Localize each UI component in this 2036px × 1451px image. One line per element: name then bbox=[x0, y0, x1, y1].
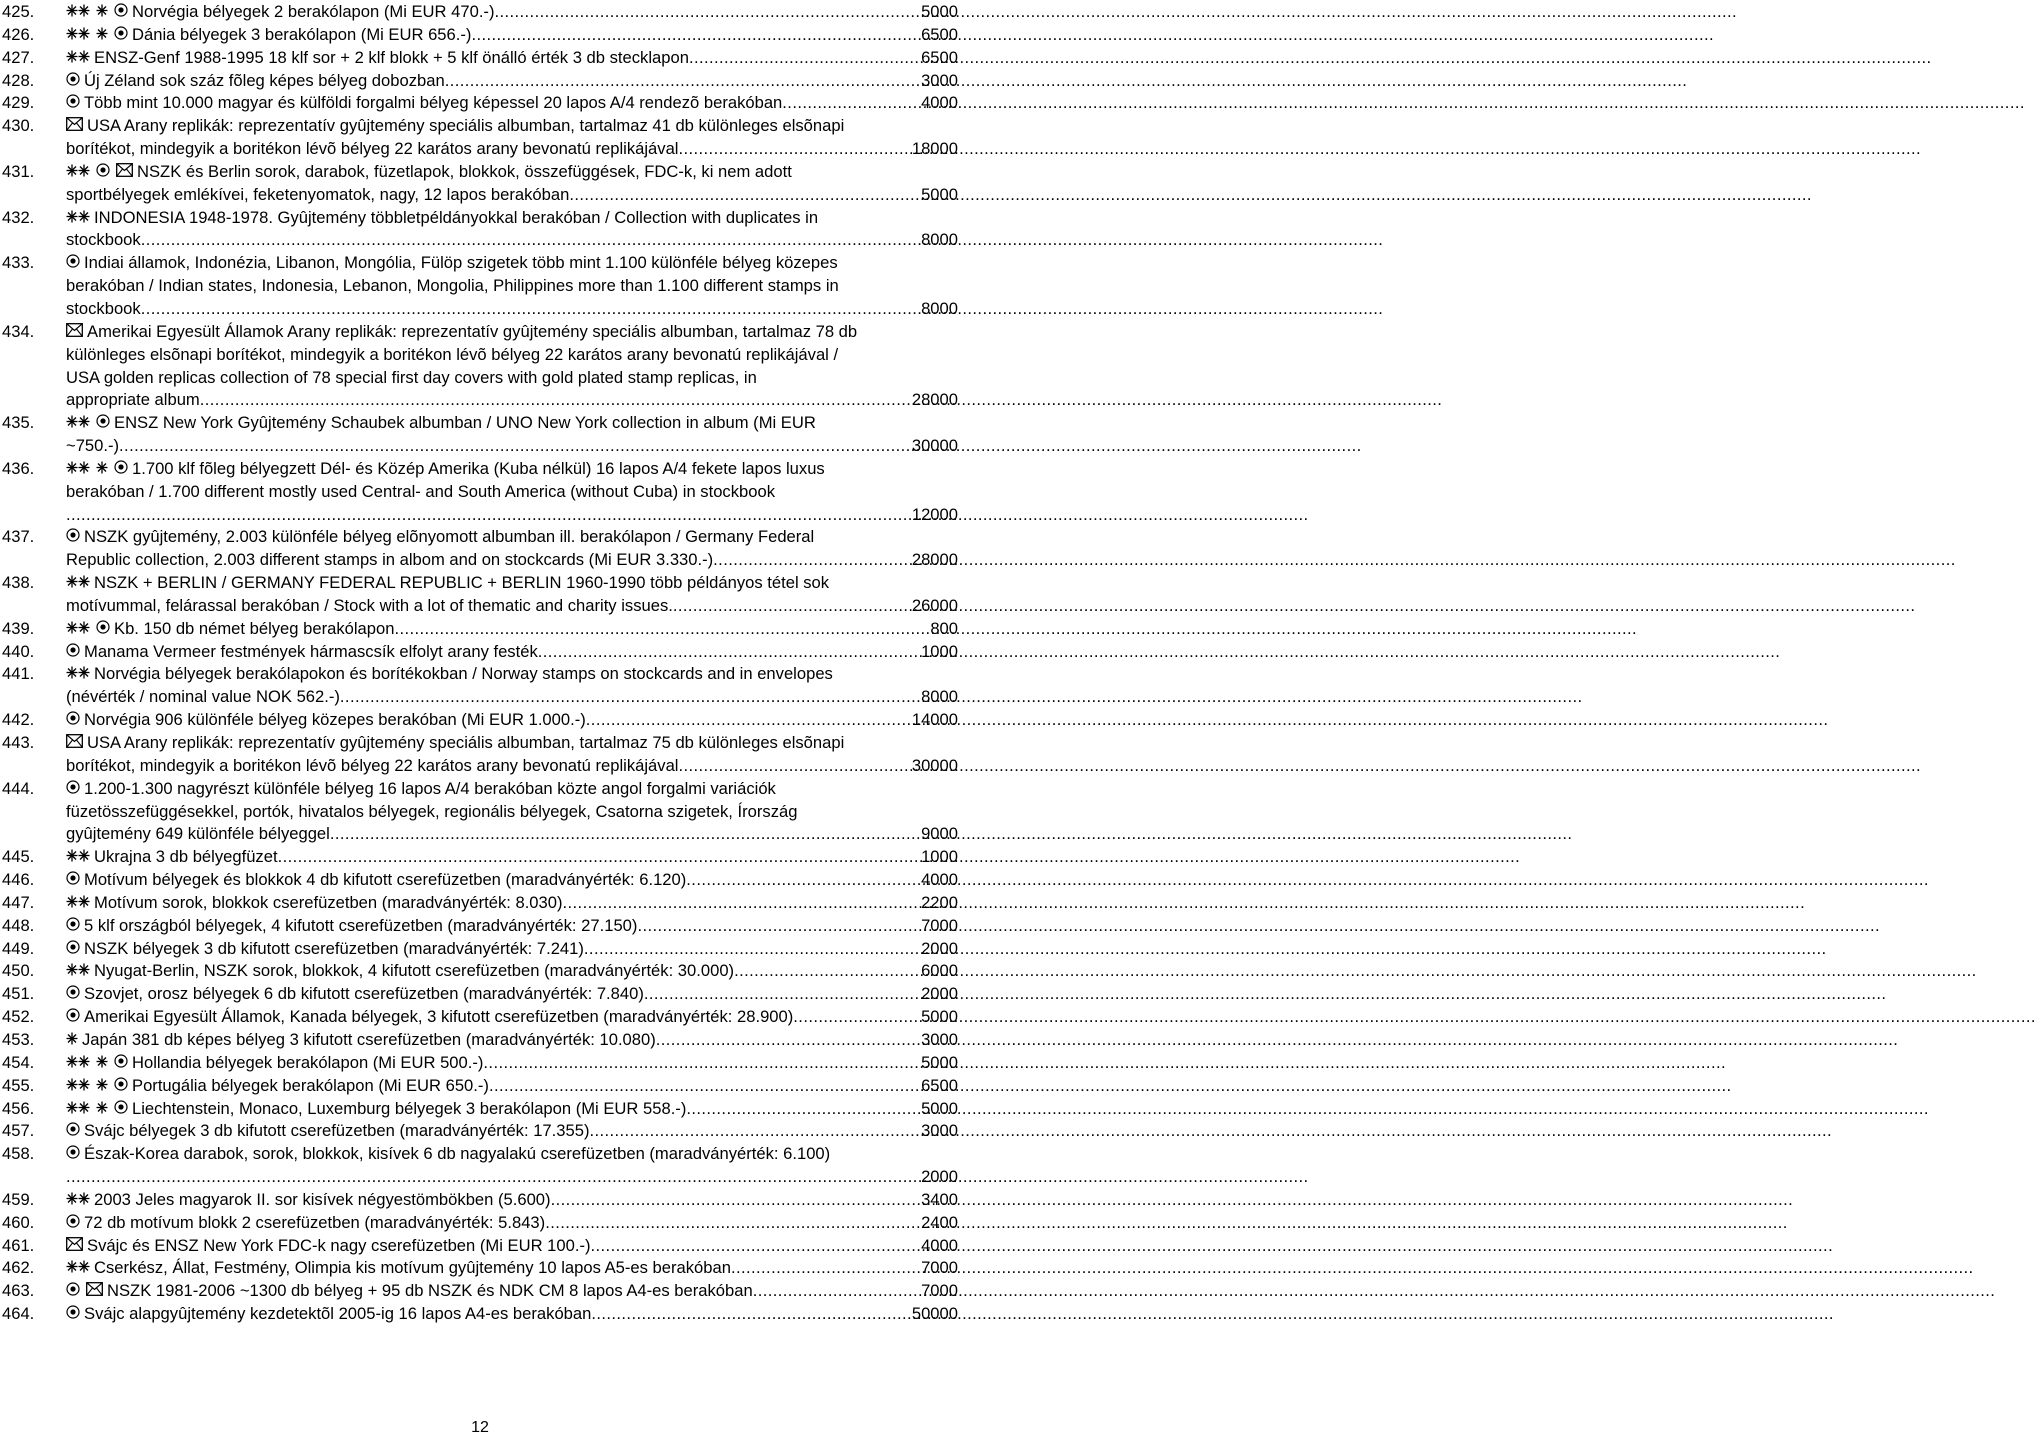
dot-leader bbox=[734, 960, 921, 983]
lot-description: Republic collection, 2.003 different stamps in albom and on stockcards (Mi EUR 3.330.-) bbox=[66, 550, 714, 570]
lot-entry bbox=[0, 915, 960, 938]
lot-entry bbox=[0, 1189, 960, 1212]
lot-number: 450. bbox=[2, 961, 35, 981]
hinged-icon bbox=[96, 1101, 108, 1114]
lot-number: 440. bbox=[2, 641, 35, 661]
lot-number: 452. bbox=[2, 1007, 35, 1027]
lot-description: sportbélyegek emlékívei, feketenyomatok, nagy, 12 lapos berakóban bbox=[66, 184, 570, 204]
lot-description: USA Arany replikák: reprezentatív gyûjtemény speciális albumban, tartalmaz 41 db különleges elsõnapi bbox=[87, 116, 845, 136]
lot-description: ENSZ-Genf 1988-1995 18 klf sor + 2 klf blokk + 5 klf önálló érték 3 db stecklapon bbox=[94, 47, 689, 67]
lot-description: Motívum sorok, blokkok cserefüzetben (maradványérték: 8.030) bbox=[94, 892, 563, 912]
dot-leader bbox=[545, 1212, 921, 1235]
lot-description: Norvégia 906 különféle bélyeg közepes berakóban (Mi EUR 1.000.-) bbox=[84, 710, 586, 730]
lot-entry bbox=[0, 778, 960, 847]
starting-price: 6500 bbox=[921, 24, 958, 44]
lot-entry bbox=[0, 207, 960, 253]
starting-price: 1000 bbox=[921, 847, 958, 867]
lot-entry bbox=[0, 618, 960, 641]
lot-description: USA Arany replikák: reprezentatív gyûjtemény speciális albumban, tartalmaz 75 db különleges elsõnapi bbox=[87, 733, 845, 752]
lot-number: 425. bbox=[2, 2, 35, 21]
starting-price: 2000 bbox=[921, 938, 958, 958]
starting-price: 8000 bbox=[921, 298, 958, 318]
lot-number: 439. bbox=[2, 618, 35, 638]
mint-icon bbox=[66, 164, 90, 177]
lot-entry bbox=[0, 1052, 960, 1075]
mint-icon bbox=[66, 210, 90, 223]
lot-description: NSZK és Berlin sorok, darabok, füzetlapok, blokkok, összefüggések, FDC-k, ki nem adott bbox=[137, 161, 792, 181]
starting-price: 4000 bbox=[921, 93, 958, 113]
lot-description: Hollandia bélyegek berakólapon (Mi EUR 500.-) bbox=[132, 1052, 484, 1072]
mint-icon bbox=[66, 50, 90, 63]
lot-entry bbox=[0, 1257, 960, 1280]
used-icon bbox=[66, 643, 80, 657]
lot-description: borítékot, mindegyik a boritékon lévõ bélyeg 22 karátos arany bevonatú replikájával bbox=[66, 139, 679, 159]
lot-entry bbox=[0, 92, 960, 115]
starting-price: 26000 bbox=[911, 595, 958, 615]
lot-description: USA golden replicas collection of 78 special first day covers with gold plated stamp replicas, in bbox=[66, 367, 757, 387]
lot-entry bbox=[0, 846, 960, 869]
lot-entry bbox=[0, 321, 960, 412]
lot-number: 453. bbox=[2, 1029, 35, 1049]
mint-icon bbox=[66, 895, 90, 908]
dot-leader bbox=[713, 549, 912, 572]
dot-leader bbox=[66, 1166, 921, 1189]
dot-leader bbox=[119, 435, 912, 458]
dot-leader bbox=[731, 1257, 921, 1280]
cover-icon bbox=[66, 117, 83, 131]
starting-price: 50000 bbox=[911, 1304, 958, 1324]
mint-icon bbox=[66, 1192, 90, 1205]
lot-number: 433. bbox=[2, 253, 35, 273]
starting-price: 30000 bbox=[911, 436, 958, 456]
used-icon bbox=[66, 985, 80, 999]
starting-price: 3400 bbox=[921, 1189, 958, 1209]
starting-price: 2200 bbox=[921, 892, 958, 912]
lot-description: 5 klf országból bélyegek, 4 kifutott cserefüzetben (maradványérték: 27.150) bbox=[84, 915, 638, 935]
lot-number: 451. bbox=[2, 984, 35, 1004]
dot-leader bbox=[656, 1029, 921, 1052]
starting-price: 4000 bbox=[921, 1235, 958, 1255]
starting-price: 8000 bbox=[921, 687, 958, 707]
dot-leader bbox=[782, 92, 921, 115]
lot-description: NSZK gyûjtemény, 2.003 különféle bélyeg elõnyomott albumban ill. berakólapon / Germany Federal bbox=[84, 527, 815, 547]
starting-price: 5000 bbox=[921, 2, 958, 21]
used-icon bbox=[66, 711, 80, 725]
lot-description: berakóban / 1.700 different mostly used Central- and South America (without Cuba) in stockbook bbox=[66, 481, 776, 501]
dot-leader bbox=[445, 70, 921, 93]
starting-price: 5000 bbox=[921, 184, 958, 204]
lot-entry bbox=[0, 1029, 960, 1052]
starting-price: 3000 bbox=[921, 70, 958, 90]
lot-description: NSZK 1981-2006 ~1300 db bélyeg + 95 db NSZK és NDK CM 8 lapos A4-es berakóban bbox=[107, 1281, 753, 1301]
dot-leader bbox=[793, 1006, 921, 1029]
dot-leader bbox=[686, 1098, 921, 1121]
lot-description: NSZK bélyegek 3 db kifutott cserefüzetben (maradványérték: 7.241) bbox=[84, 938, 584, 958]
lot-description: különleges elsõnapi borítékot, mindegyik a boritékon lévõ bélyeg 22 karátos arany bevonatú replikájával / bbox=[66, 344, 839, 364]
dot-leader bbox=[394, 618, 930, 641]
starting-price: 800 bbox=[930, 618, 958, 638]
used-icon bbox=[66, 917, 80, 931]
starting-price: 6500 bbox=[921, 47, 958, 67]
used-icon bbox=[66, 94, 80, 108]
lot-entry bbox=[0, 458, 960, 527]
lot-entry bbox=[0, 892, 960, 915]
dot-leader bbox=[278, 846, 922, 869]
lot-description: ENSZ New York Gyûjtemény Schaubek albumban / UNO New York collection in album (Mi EUR bbox=[114, 413, 816, 433]
lot-number: 448. bbox=[2, 915, 35, 935]
hinged-icon bbox=[96, 27, 108, 40]
lot-description: appropriate album bbox=[66, 390, 200, 410]
lot-entry bbox=[0, 252, 960, 321]
used-icon bbox=[66, 1145, 80, 1159]
starting-price: 6500 bbox=[921, 1075, 958, 1095]
used-icon bbox=[66, 1282, 80, 1296]
starting-price: 2000 bbox=[921, 1167, 958, 1187]
lot-number: 462. bbox=[2, 1258, 35, 1278]
lot-entry bbox=[0, 1212, 960, 1235]
lot-entry bbox=[0, 24, 960, 47]
lot-number: 443. bbox=[2, 733, 35, 752]
used-icon bbox=[96, 414, 110, 428]
hinged-icon bbox=[96, 1078, 108, 1091]
used-icon bbox=[66, 528, 80, 542]
lot-number: 463. bbox=[2, 1281, 35, 1301]
mint-icon bbox=[66, 621, 90, 634]
mint-icon bbox=[66, 963, 90, 976]
dot-leader bbox=[538, 641, 921, 664]
mint-icon bbox=[66, 1055, 90, 1068]
dot-leader bbox=[686, 869, 921, 892]
lot-number: 464. bbox=[2, 1304, 35, 1324]
starting-price: 3000 bbox=[921, 1029, 958, 1049]
dot-leader bbox=[753, 1280, 921, 1303]
dot-leader bbox=[637, 915, 921, 938]
dot-leader bbox=[563, 892, 922, 915]
lot-description: 1.700 klf fõleg bélyegzett Dél- és Közép Amerika (Kuba nélkül) 16 lapos A/4 fekete lapos luxus bbox=[132, 458, 825, 478]
lot-number: 430. bbox=[2, 116, 35, 136]
mint-icon bbox=[66, 1078, 90, 1091]
lot-number: 434. bbox=[2, 321, 35, 341]
starting-price: 1000 bbox=[921, 641, 958, 661]
lot-description: Indiai államok, Indonézia, Libanon, Mongólia, Fülöp szigetek több mint 1.100 különféle bélyeg közepes bbox=[84, 253, 838, 273]
used-icon bbox=[66, 940, 80, 954]
lot-description: Japán 381 db képes bélyeg 3 kifutott cserefüzetben (maradványérték: 10.080) bbox=[82, 1029, 656, 1049]
mint-icon bbox=[66, 575, 90, 588]
starting-price: 5000 bbox=[921, 1098, 958, 1118]
used-icon bbox=[114, 3, 128, 17]
lot-description: Portugália bélyegek berakólapon (Mi EUR 650.-) bbox=[132, 1075, 489, 1095]
lot-entry bbox=[0, 1, 960, 24]
lot-description: stockbook bbox=[66, 298, 141, 318]
lot-number: 456. bbox=[2, 1098, 35, 1118]
lot-entry bbox=[0, 412, 960, 458]
lot-description: ~750.-) bbox=[66, 436, 120, 456]
starting-price: 18000 bbox=[911, 139, 958, 159]
used-icon bbox=[114, 1077, 128, 1091]
starting-price: 28000 bbox=[911, 390, 958, 410]
dot-leader bbox=[673, 595, 912, 618]
dot-leader bbox=[584, 938, 921, 961]
used-icon bbox=[66, 254, 80, 268]
cover-icon bbox=[66, 1237, 83, 1251]
lot-number: 431. bbox=[2, 161, 35, 181]
lot-entry bbox=[0, 869, 960, 892]
lot-number: 441. bbox=[2, 664, 35, 684]
used-icon bbox=[114, 26, 128, 40]
dot-leader bbox=[551, 1189, 922, 1212]
mint-icon bbox=[66, 27, 90, 40]
lot-entry bbox=[0, 1235, 960, 1258]
cover-icon bbox=[86, 1282, 103, 1296]
lot-entry bbox=[0, 641, 960, 664]
lot-entry bbox=[0, 47, 960, 70]
lot-number: 436. bbox=[2, 458, 35, 478]
starting-price: 7000 bbox=[921, 915, 958, 935]
used-icon bbox=[66, 1008, 80, 1022]
lot-description: Svájc bélyegek 3 db kifutott cserefüzetben (maradványérték: 17.355) bbox=[84, 1121, 590, 1141]
mint-icon bbox=[66, 415, 90, 428]
starting-price: 28000 bbox=[911, 550, 958, 570]
dot-leader bbox=[689, 47, 921, 70]
lot-number: 432. bbox=[2, 207, 35, 227]
lot-entry bbox=[0, 1120, 960, 1143]
lot-description: Amerikai Egyesült Államok Arany replikák: reprezentatív gyûjtemény speciális albumban, tartalmaz 78 db bbox=[87, 321, 858, 341]
lot-number: 461. bbox=[2, 1235, 35, 1255]
lot-number: 457. bbox=[2, 1121, 35, 1141]
dot-leader bbox=[200, 389, 912, 412]
lot-entry bbox=[0, 663, 960, 709]
lot-description: Ukrajna 3 db bélyegfüzet bbox=[94, 847, 278, 867]
hinged-icon bbox=[96, 1055, 108, 1068]
dot-leader bbox=[679, 755, 912, 778]
mint-icon bbox=[66, 1101, 90, 1114]
used-icon bbox=[66, 1305, 80, 1319]
lot-number: 454. bbox=[2, 1052, 35, 1072]
lot-entry bbox=[0, 1075, 960, 1098]
lot-description: Svájc és ENSZ New York FDC-k nagy cserefüzetben (Mi EUR 100.-) bbox=[87, 1235, 591, 1255]
lot-description: füzetösszefüggésekkel, portók, hivatalos bélyegek, regionális bélyegek, Csatorna szigetek, Írország bbox=[66, 801, 798, 821]
dot-leader bbox=[679, 138, 912, 161]
dot-leader bbox=[330, 823, 921, 846]
lot-number: 449. bbox=[2, 938, 35, 958]
starting-price: 30000 bbox=[911, 755, 958, 775]
starting-price: 2000 bbox=[921, 984, 958, 1004]
lot-number: 444. bbox=[2, 778, 35, 798]
lot-entry bbox=[0, 1098, 960, 1121]
auction-catalog-list bbox=[0, 1, 960, 1326]
lot-number: 458. bbox=[2, 1144, 35, 1164]
used-icon bbox=[66, 780, 80, 794]
lot-description: Több mint 10.000 magyar és külföldi forgalmi bélyeg képessel 20 lapos A/4 rendezõ berakóban bbox=[84, 93, 783, 113]
lot-description: 72 db motívum blokk 2 cserefüzetben (maradványérték: 5.843) bbox=[84, 1212, 546, 1232]
lot-number: 455. bbox=[2, 1075, 35, 1095]
used-icon bbox=[66, 1214, 80, 1228]
lot-entry bbox=[0, 983, 960, 1006]
dot-leader bbox=[591, 1303, 911, 1326]
starting-price: 3000 bbox=[921, 1121, 958, 1141]
lot-description: 1.200-1.300 nagyrészt különféle bélyeg 16 lapos A/4 berakóban közte angol forgalmi variációk bbox=[84, 778, 776, 798]
hinged-icon bbox=[96, 461, 108, 474]
dot-leader bbox=[586, 709, 912, 732]
lot-number: 429. bbox=[2, 93, 35, 113]
lot-entry bbox=[0, 1143, 960, 1189]
lot-description: NSZK + BERLIN / GERMANY FEDERAL REPUBLIC + BERLIN 1960-1990 több példányos tétel sok bbox=[94, 573, 830, 593]
starting-price: 6000 bbox=[921, 961, 958, 981]
used-icon bbox=[96, 620, 110, 634]
used-icon bbox=[114, 1100, 128, 1114]
starting-price: 5000 bbox=[921, 1052, 958, 1072]
lot-description: Észak-Korea darabok, sorok, blokkok, kisívek 6 db nagyalakú cserefüzetben (maradványérték: 6.100) bbox=[84, 1144, 831, 1164]
lot-description: motívummal, felárassal berakóban / Stock with a lot of thematic and charity issues. bbox=[66, 595, 673, 615]
mint-icon bbox=[66, 849, 90, 862]
dot-leader bbox=[141, 298, 921, 321]
lot-description: Dánia bélyegek 3 berakólapon (Mi EUR 656.-) bbox=[132, 24, 472, 44]
hinged-icon bbox=[66, 1032, 78, 1045]
dot-leader bbox=[494, 1, 921, 24]
used-icon bbox=[114, 1054, 128, 1068]
page-number: 12 bbox=[471, 1419, 489, 1436]
lot-description: 2003 Jeles magyarok II. sor kisívek négyestömbökben (5.600) bbox=[94, 1189, 551, 1209]
used-icon bbox=[114, 460, 128, 474]
used-icon bbox=[66, 871, 80, 885]
lot-description: Szovjet, orosz bélyegek 6 db kifutott cserefüzetben (maradványérték: 7.840) bbox=[84, 984, 644, 1004]
dot-leader bbox=[569, 184, 921, 207]
cover-icon bbox=[66, 734, 83, 748]
dot-leader bbox=[141, 229, 921, 252]
lot-entry bbox=[0, 938, 960, 961]
lot-number: 460. bbox=[2, 1212, 35, 1232]
mint-icon bbox=[66, 666, 90, 679]
lot-number: 435. bbox=[2, 413, 35, 433]
starting-price: 8000 bbox=[921, 230, 958, 250]
lot-description: INDONESIA 1948-1978. Gyûjtemény többletpéldányokkal berakóban / Collection with duplicates in bbox=[94, 207, 819, 227]
dot-leader bbox=[471, 24, 921, 47]
lot-description: Új Zéland sok száz fõleg képes bélyeg dobozban bbox=[84, 70, 445, 90]
dot-leader bbox=[483, 1052, 921, 1075]
lot-entry bbox=[0, 1280, 960, 1303]
mint-icon bbox=[66, 1260, 90, 1273]
lot-number: 438. bbox=[2, 573, 35, 593]
starting-price: 2400 bbox=[921, 1212, 958, 1232]
starting-price: 9000 bbox=[921, 824, 958, 844]
lot-description: berakóban / Indian states, Indonesia, Lebanon, Mongolia, Philippines more than 1.100 different stamps in bbox=[66, 276, 839, 296]
lot-entry bbox=[0, 709, 960, 732]
dot-leader bbox=[591, 1235, 922, 1258]
dot-leader bbox=[66, 504, 912, 527]
lot-description: gyûjtemény 649 különféle bélyeggel bbox=[66, 824, 330, 844]
lot-entry bbox=[0, 572, 960, 618]
dot-leader bbox=[589, 1120, 921, 1143]
cover-icon bbox=[66, 323, 83, 337]
lot-description: Liechtenstein, Monaco, Luxemburg bélyegek 3 berakólapon (Mi EUR 558.-) bbox=[132, 1098, 687, 1118]
lot-description: Nyugat-Berlin, NSZK sorok, blokkok, 4 kifutott cserefüzetben (maradványérték: 30.000) bbox=[94, 961, 735, 981]
lot-number: 459. bbox=[2, 1189, 35, 1209]
lot-entry bbox=[0, 70, 960, 93]
starting-price: 12000 bbox=[911, 504, 958, 524]
lot-entry bbox=[0, 732, 960, 778]
lot-description: borítékot, mindegyik a boritékon lévõ bélyeg 22 karátos arany bevonatú replikájával bbox=[66, 755, 679, 775]
starting-price: 4000 bbox=[921, 870, 958, 890]
used-icon bbox=[66, 72, 80, 86]
lot-entry bbox=[0, 526, 960, 572]
lot-entry bbox=[0, 115, 960, 161]
dot-leader bbox=[489, 1075, 921, 1098]
lot-description: Cserkész, Állat, Festmény, Olimpia kis motívum gyûjtemény 10 lapos A5-es berakóban bbox=[94, 1258, 731, 1278]
used-icon bbox=[96, 163, 110, 177]
lot-description: stockbook bbox=[66, 230, 141, 250]
lot-entry bbox=[0, 960, 960, 983]
lot-entry bbox=[0, 1303, 960, 1326]
lot-number: 442. bbox=[2, 710, 35, 730]
starting-price: 7000 bbox=[921, 1258, 958, 1278]
dot-leader bbox=[340, 686, 921, 709]
lot-description: Kb. 150 db német bélyeg berakólapon bbox=[114, 618, 395, 638]
lot-number: 437. bbox=[2, 527, 35, 547]
starting-price: 14000 bbox=[911, 710, 958, 730]
dot-leader bbox=[644, 983, 921, 1006]
lot-description: Amerikai Egyesült Államok, Kanada bélyegek, 3 kifutott cserefüzetben (maradványérték: 28.900) bbox=[84, 1007, 794, 1027]
lot-number: 428. bbox=[2, 70, 35, 90]
starting-price: 7000 bbox=[921, 1281, 958, 1301]
lot-entry bbox=[0, 161, 960, 207]
lot-description: (névérték / nominal value NOK 562.-) bbox=[66, 687, 340, 707]
lot-number: 427. bbox=[2, 47, 35, 67]
cover-icon bbox=[116, 163, 133, 177]
lot-description: Norvégia bélyegek berakólapokon és borítékokban / Norway stamps on stockcards and in envelopes bbox=[94, 664, 833, 684]
used-icon bbox=[66, 1122, 80, 1136]
lot-number: 426. bbox=[2, 24, 35, 44]
lot-description: Motívum bélyegek és blokkok 4 db kifutott cserefüzetben (maradványérték: 6.120) bbox=[84, 870, 687, 890]
lot-description: Svájc alapgyûjtemény kezdetektõl 2005-ig 16 lapos A4-es berakóban bbox=[84, 1304, 592, 1324]
starting-price: 5000 bbox=[921, 1007, 958, 1027]
lot-description: Manama Vermeer festmények hármascsík elfolyt arany festék bbox=[84, 641, 538, 661]
mint-icon bbox=[66, 461, 90, 474]
lot-number: 445. bbox=[2, 847, 35, 867]
lot-number: 447. bbox=[2, 892, 35, 912]
lot-entry bbox=[0, 1006, 960, 1029]
hinged-icon bbox=[96, 4, 108, 17]
lot-description: Norvégia bélyegek 2 berakólapon (Mi EUR 470.-) bbox=[132, 2, 495, 21]
mint-icon bbox=[66, 4, 90, 17]
lot-number: 446. bbox=[2, 870, 35, 890]
